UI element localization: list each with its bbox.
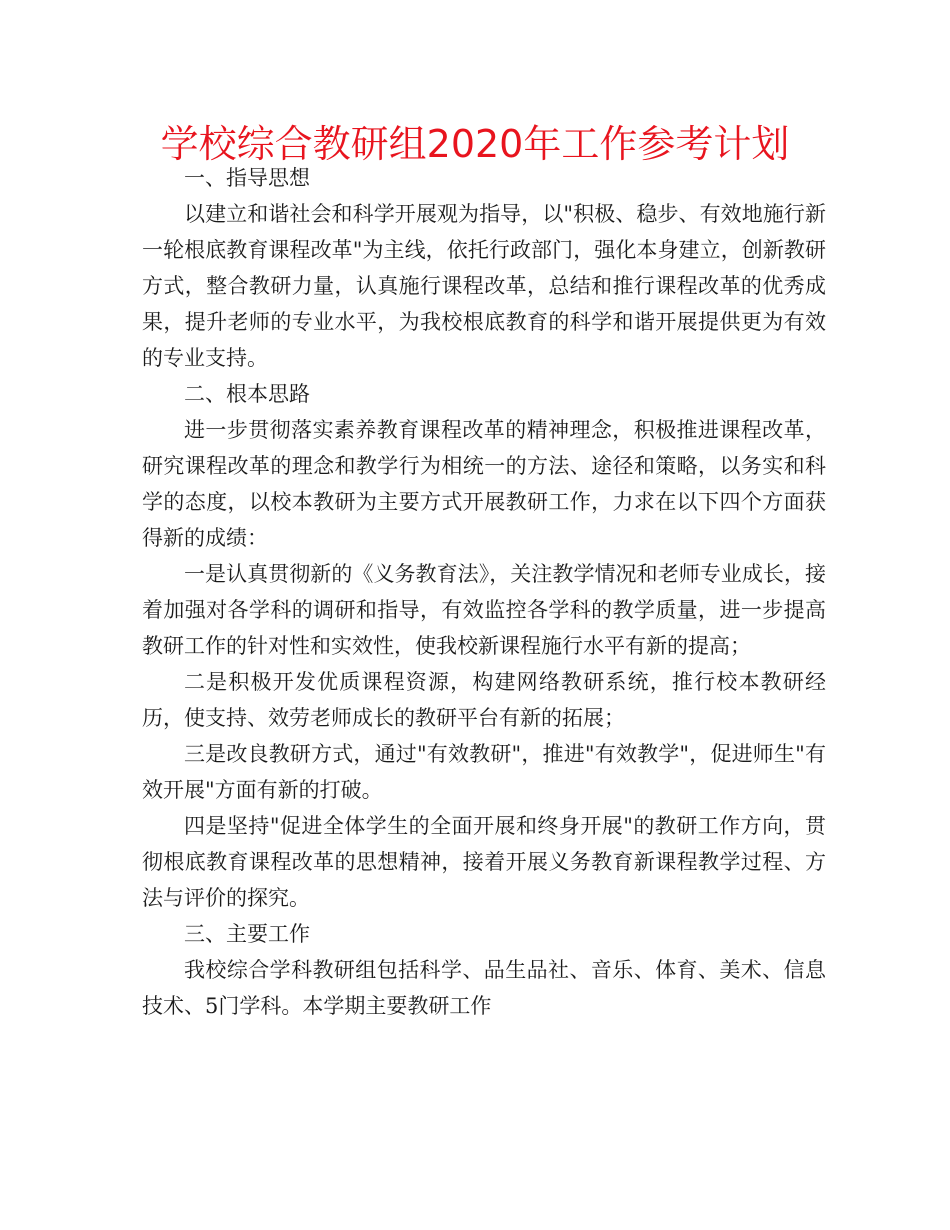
paragraph: 一是认真贯彻新的《义务教育法》，关注教学情况和老师专业成长，接着加强对各学科的调研和指导，有效监控各学科的教学质量，进一步提高教研工作的针对性和实效性，使我校新课程施行水平有新的提高； xyxy=(142,562,826,658)
document-body xyxy=(142,160,826,1024)
section-heading-basic-approach: 二、根本思路 xyxy=(184,382,310,406)
paragraph: 四是坚持"促进全体学生的全面开展和终身开展"的教研工作方向，贯彻根底教育课程改革的思想精神，接着开展义务教育新课程教学过程、方法与评价的探究。 xyxy=(142,814,826,910)
paragraph: 以建立和谐社会和科学开展观为指导，以"积极、稳步、有效地施行新一轮根底教育课程改革"为主线，依托行政部门，强化本身建立，创新教研方式，整合教研力量，认真施行课程改革，总结和推行课程改革的优秀成果，提升老师的专业水平，为我校根底教育的科学和谐开展提供更为有效的专业支持。 xyxy=(142,202,826,370)
section-heading-guiding-ideology: 一、指导思想 xyxy=(184,166,310,190)
section-heading-main-work: 三、主要工作 xyxy=(184,922,310,946)
document-title: 学校综合教研组2020年工作参考计划 xyxy=(160,122,790,166)
paragraph: 我校综合学科教研组包括科学、品生品社、音乐、体育、美术、信息技术、5门学科。本学期主要教研工作 xyxy=(142,958,826,1018)
paragraph: 进一步贯彻落实素养教育课程改革的精神理念，积极推进课程改革，研究课程改革的理念和教学行为相统一的方法、途径和策略，以务实和科学的态度，以校本教研为主要方式开展教研工作，力求在以下四个方面获得新的成绩： xyxy=(142,418,826,550)
paragraph: 二是积极开发优质课程资源，构建网络教研系统，推行校本教研经历，使支持、效劳老师成长的教研平台有新的拓展； xyxy=(142,670,826,730)
paragraph: 三是改良教研方式，通过"有效教研"，推进"有效教学"，促进师生"有效开展"方面有新的打破。 xyxy=(142,742,826,802)
